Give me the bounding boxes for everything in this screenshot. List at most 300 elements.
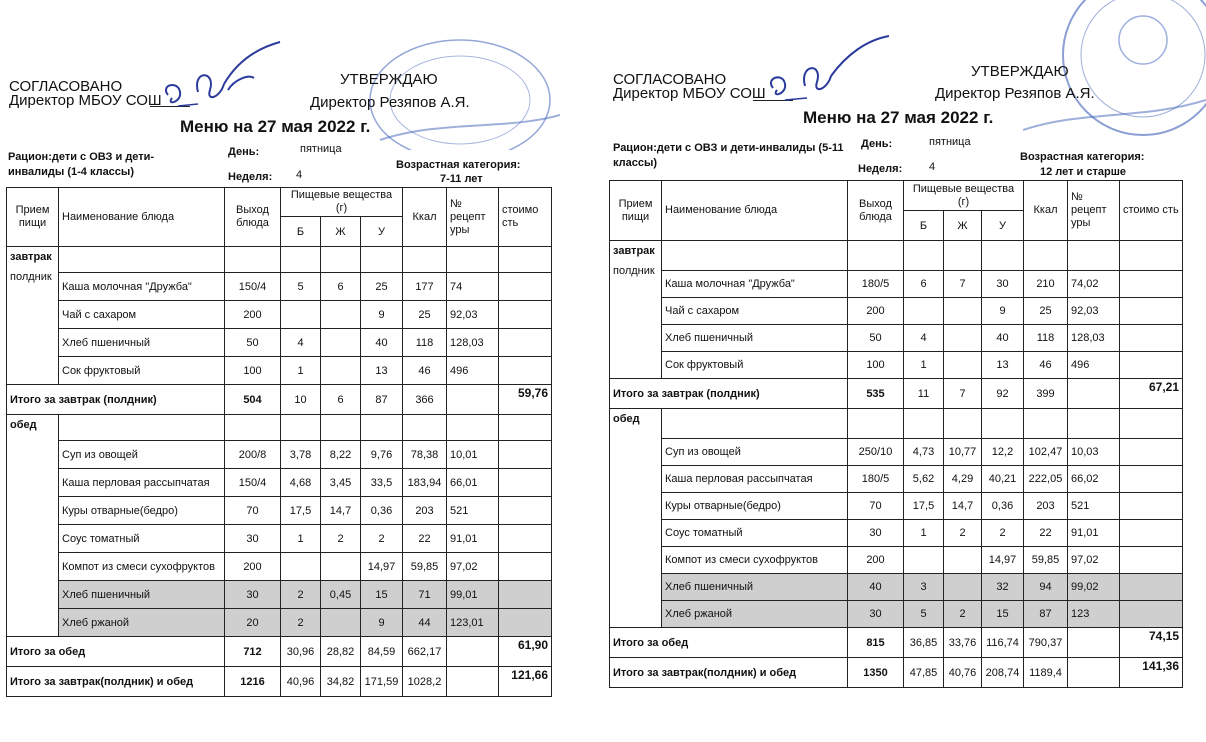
grand-total-fat: 34,82	[321, 667, 361, 697]
dish-kcal: 46	[403, 357, 447, 385]
empty-cell	[447, 247, 499, 273]
dish-carbs: 0,36	[361, 497, 403, 525]
dish-protein: 2	[281, 609, 321, 637]
dish-recipe: 74,02	[1068, 271, 1120, 298]
dish-kcal: 46	[1024, 352, 1068, 379]
menu-table-left	[6, 187, 552, 697]
header-dish: Наименование блюда	[59, 188, 225, 247]
dish-fat: 8,22	[321, 441, 361, 469]
table-row	[610, 520, 1183, 547]
header-nutrients: Пищевые вещества (г)	[281, 188, 403, 217]
dish-cost	[499, 525, 552, 553]
dish-name: Сок фруктовый	[662, 352, 848, 379]
dish-yield: 100	[225, 357, 281, 385]
grand-total-fat: 40,76	[944, 658, 982, 688]
dish-protein	[281, 301, 321, 329]
dish-recipe: 66,01	[447, 469, 499, 497]
table-row	[7, 301, 552, 329]
dish-kcal: 118	[1024, 325, 1068, 352]
dish-kcal: 102,47	[1024, 439, 1068, 466]
dish-fat	[321, 329, 361, 357]
dish-kcal: 118	[403, 329, 447, 357]
dish-name: Компот из смеси сухофруктов	[59, 553, 225, 581]
dish-recipe: 99,02	[1068, 574, 1120, 601]
table-row	[610, 574, 1183, 601]
breakfast-total-fat: 6	[321, 385, 361, 415]
dish-protein: 4,68	[281, 469, 321, 497]
dish-name: Хлеб пшеничный	[662, 574, 848, 601]
empty-cell	[403, 415, 447, 441]
empty-cell	[403, 247, 447, 273]
age-value: 7-11 лет	[440, 173, 483, 185]
header-fat: Ж	[944, 211, 982, 241]
empty-cell	[982, 409, 1024, 439]
empty-cell	[281, 415, 321, 441]
dish-cost	[499, 581, 552, 609]
table-row	[610, 439, 1183, 466]
director-school-line: Директор МБОУ СОШ	[9, 92, 162, 109]
dish-name: Соус томатный	[662, 520, 848, 547]
grand-total-label: Итого за завтрак(полдник) и обед	[610, 658, 848, 688]
empty-cell	[1120, 241, 1183, 271]
lunch-total-fat: 33,76	[944, 628, 982, 658]
director-signature	[158, 40, 288, 120]
dish-protein	[904, 547, 944, 574]
dish-recipe: 97,02	[1068, 547, 1120, 574]
dish-fat: 0,45	[321, 581, 361, 609]
dish-carbs: 14,97	[361, 553, 403, 581]
dish-cost	[499, 609, 552, 637]
empty-cell	[1024, 409, 1068, 439]
dish-fat	[944, 298, 982, 325]
dish-carbs: 9	[982, 298, 1024, 325]
header-cost: стоимо сть	[1120, 181, 1183, 241]
header-kcal: Ккал	[403, 188, 447, 247]
table-row	[7, 497, 552, 525]
dish-protein: 5	[281, 273, 321, 301]
dish-recipe: 99,01	[447, 581, 499, 609]
dish-kcal: 222,05	[1024, 466, 1068, 493]
dish-protein	[904, 298, 944, 325]
empty-cell	[225, 415, 281, 441]
table-row	[7, 581, 552, 609]
table-row	[7, 357, 552, 385]
day-label: День:	[861, 138, 893, 150]
dish-carbs: 14,97	[982, 547, 1024, 574]
table-row	[7, 525, 552, 553]
dish-cost	[1120, 352, 1183, 379]
dish-kcal: 44	[403, 609, 447, 637]
dish-protein: 1	[904, 352, 944, 379]
dish-recipe: 92,03	[447, 301, 499, 329]
dish-carbs: 9,76	[361, 441, 403, 469]
lunch-total-fat: 28,82	[321, 637, 361, 667]
dish-fat: 2	[944, 520, 982, 547]
breakfast-total-carbs: 87	[361, 385, 403, 415]
empty-cell	[944, 409, 982, 439]
dish-fat: 3,45	[321, 469, 361, 497]
confirm-label: УТВЕРЖДАЮ	[340, 71, 438, 88]
dish-name: Соус томатный	[59, 525, 225, 553]
lunch-total-cost: 61,90	[499, 637, 552, 667]
header-kcal: Ккал	[1024, 181, 1068, 241]
dish-name: Суп из овощей	[662, 439, 848, 466]
dish-yield: 50	[225, 329, 281, 357]
empty-cell	[1024, 241, 1068, 271]
dish-cost	[1120, 601, 1183, 628]
official-stamp	[360, 30, 560, 150]
table-row	[7, 273, 552, 301]
dish-name: Каша молочная "Дружба"	[59, 273, 225, 301]
dish-yield: 70	[225, 497, 281, 525]
dish-carbs: 12,2	[982, 439, 1024, 466]
ration-text: Рацион:дети с ОВЗ и дети-инвалиды (5-11 классы)	[613, 142, 844, 169]
empty-cell	[447, 385, 499, 415]
dish-protein: 1	[281, 525, 321, 553]
lunch-total-protein: 30,96	[281, 637, 321, 667]
dish-name: Хлеб пшеничный	[59, 581, 225, 609]
header-protein: Б	[904, 211, 944, 241]
dish-fat	[321, 609, 361, 637]
dish-name: Куры отварные(бедро)	[59, 497, 225, 525]
dish-recipe: 91,01	[1068, 520, 1120, 547]
dish-cost	[1120, 298, 1183, 325]
table-row	[7, 609, 552, 637]
empty-cell	[281, 247, 321, 273]
header-protein: Б	[281, 217, 321, 247]
table-row	[610, 547, 1183, 574]
dish-fat	[944, 352, 982, 379]
section-lunch: обед	[610, 409, 662, 628]
dish-cost	[499, 273, 552, 301]
dish-yield: 30	[225, 581, 281, 609]
empty-cell	[1120, 409, 1183, 439]
dish-protein: 17,5	[904, 493, 944, 520]
dish-recipe: 10,01	[447, 441, 499, 469]
dish-kcal: 59,85	[403, 553, 447, 581]
dish-yield: 200	[848, 298, 904, 325]
table-row	[7, 441, 552, 469]
dish-cost	[499, 469, 552, 497]
breakfast-total-carbs: 92	[982, 379, 1024, 409]
dish-name: Чай с сахаром	[59, 301, 225, 329]
breakfast-total-fat: 7	[944, 379, 982, 409]
dish-fat	[321, 301, 361, 329]
empty-cell	[59, 247, 225, 273]
dish-carbs: 2	[982, 520, 1024, 547]
breakfast-total-yield: 504	[225, 385, 281, 415]
age-value: 12 лет и старше	[1040, 166, 1126, 178]
dish-kcal: 71	[403, 581, 447, 609]
empty-cell	[848, 409, 904, 439]
dish-recipe: 496	[1068, 352, 1120, 379]
dish-protein: 1	[281, 357, 321, 385]
ration-text: Рацион:дети с ОВЗ и дети-инвалиды (1-4 классы)	[8, 151, 155, 178]
section-lunch: обед	[7, 415, 59, 637]
breakfast-label: завтрак	[10, 251, 52, 263]
confirm-director: Директор Резяпов А.Я.	[935, 85, 1095, 102]
empty-cell	[662, 241, 848, 271]
dish-fat: 2	[944, 601, 982, 628]
dish-carbs: 9	[361, 301, 403, 329]
dish-carbs: 13	[361, 357, 403, 385]
week-label: Неделя:	[228, 171, 273, 183]
director-signature	[763, 30, 893, 110]
dish-name: Каша перловая рассыпчатая	[59, 469, 225, 497]
dish-yield: 30	[848, 520, 904, 547]
dish-cost	[499, 357, 552, 385]
dish-recipe: 123,01	[447, 609, 499, 637]
dish-cost	[499, 441, 552, 469]
dish-protein: 6	[904, 271, 944, 298]
breakfast-total-label: Итого за завтрак (полдник)	[7, 385, 225, 415]
header-fat: Ж	[321, 217, 361, 247]
dish-fat: 14,7	[944, 493, 982, 520]
dish-yield: 50	[848, 325, 904, 352]
section-breakfast	[7, 247, 59, 385]
empty-cell	[59, 415, 225, 441]
dish-cost	[1120, 439, 1183, 466]
dish-protein: 4,73	[904, 439, 944, 466]
dish-protein: 3,78	[281, 441, 321, 469]
dish-recipe: 128,03	[447, 329, 499, 357]
dish-yield: 70	[848, 493, 904, 520]
confirm-director: Директор Резяпов А.Я.	[310, 94, 470, 111]
lunch-total-yield: 712	[225, 637, 281, 667]
dish-yield: 200/8	[225, 441, 281, 469]
dish-recipe: 10,03	[1068, 439, 1120, 466]
dish-protein: 5,62	[904, 466, 944, 493]
dish-name: Суп из овощей	[59, 441, 225, 469]
dish-cost	[1120, 574, 1183, 601]
dish-kcal: 94	[1024, 574, 1068, 601]
dish-recipe: 91,01	[447, 525, 499, 553]
empty-cell	[848, 241, 904, 271]
header-meal: Прием пищи	[7, 188, 59, 247]
dish-recipe: 128,03	[1068, 325, 1120, 352]
grand-total-protein: 40,96	[281, 667, 321, 697]
dish-fat: 4,29	[944, 466, 982, 493]
empty-cell	[1068, 658, 1120, 688]
dish-fat	[321, 553, 361, 581]
dish-recipe: 123	[1068, 601, 1120, 628]
dish-kcal: 210	[1024, 271, 1068, 298]
breakfast-label: завтрак	[613, 245, 655, 257]
dish-carbs: 40	[982, 325, 1024, 352]
week-label: Неделя:	[858, 163, 903, 175]
grand-total-yield: 1350	[848, 658, 904, 688]
grand-total-yield: 1216	[225, 667, 281, 697]
header-cost: стоимо сть	[499, 188, 552, 247]
breakfast-total-cost: 59,76	[499, 385, 552, 415]
menu-title: Меню на 27 мая 2022 г.	[180, 117, 371, 136]
dish-kcal: 22	[403, 525, 447, 553]
lunch-total-carbs: 84,59	[361, 637, 403, 667]
empty-cell	[982, 241, 1024, 271]
empty-cell	[499, 415, 552, 441]
dish-cost	[1120, 493, 1183, 520]
dish-fat	[944, 547, 982, 574]
empty-cell	[361, 415, 403, 441]
age-label: Возрастная категория:	[396, 159, 521, 171]
dish-kcal: 59,85	[1024, 547, 1068, 574]
dish-cost	[1120, 325, 1183, 352]
dish-cost	[1120, 466, 1183, 493]
header-carbs: У	[361, 217, 403, 247]
empty-cell	[499, 247, 552, 273]
table-row	[610, 325, 1183, 352]
dish-yield: 30	[848, 601, 904, 628]
dish-name: Чай с сахаром	[662, 298, 848, 325]
director-school-line: Директор МБОУ СОШ	[613, 85, 766, 102]
empty-cell	[904, 241, 944, 271]
table-row	[610, 466, 1183, 493]
dish-protein: 17,5	[281, 497, 321, 525]
grand-total-kcal: 1189,4	[1024, 658, 1068, 688]
dish-kcal: 203	[403, 497, 447, 525]
dish-cost	[499, 329, 552, 357]
lunch-total-kcal: 790,37	[1024, 628, 1068, 658]
header-recipe: № рецепт уры	[447, 188, 499, 247]
approved-label: СОГЛАСОВАНО	[9, 78, 123, 95]
dish-fat: 14,7	[321, 497, 361, 525]
dish-yield: 20	[225, 609, 281, 637]
dish-protein: 4	[904, 325, 944, 352]
day-value: пятница	[929, 136, 971, 148]
dish-kcal: 78,38	[403, 441, 447, 469]
lunch-total-yield: 815	[848, 628, 904, 658]
dish-cost	[1120, 520, 1183, 547]
dish-kcal: 87	[1024, 601, 1068, 628]
dish-yield: 100	[848, 352, 904, 379]
header-dish: Наименование блюда	[662, 181, 848, 241]
dish-yield: 200	[848, 547, 904, 574]
header-meal: Прием пищи	[610, 181, 662, 241]
grand-total-protein: 47,85	[904, 658, 944, 688]
dish-name: Куры отварные(бедро)	[662, 493, 848, 520]
empty-cell	[1068, 379, 1120, 409]
dish-recipe: 92,03	[1068, 298, 1120, 325]
empty-cell	[1068, 628, 1120, 658]
lunch-total-label: Итого за обед	[7, 637, 225, 667]
breakfast-total-cost: 67,21	[1120, 379, 1183, 409]
empty-cell	[1068, 241, 1120, 271]
dish-fat: 7	[944, 271, 982, 298]
dish-protein: 1	[904, 520, 944, 547]
dish-recipe: 74	[447, 273, 499, 301]
dish-carbs: 0,36	[982, 493, 1024, 520]
dish-protein: 4	[281, 329, 321, 357]
dish-cost	[1120, 271, 1183, 298]
empty-cell	[447, 415, 499, 441]
grand-total-carbs: 171,59	[361, 667, 403, 697]
dish-yield: 180/5	[848, 466, 904, 493]
empty-cell	[225, 247, 281, 273]
dish-name: Хлеб пшеничный	[59, 329, 225, 357]
dish-kcal: 25	[403, 301, 447, 329]
menu-title: Меню на 27 мая 2022 г.	[803, 108, 994, 127]
dish-kcal: 203	[1024, 493, 1068, 520]
dish-carbs: 15	[361, 581, 403, 609]
dish-carbs: 2	[361, 525, 403, 553]
dish-fat: 10,77	[944, 439, 982, 466]
dish-protein: 3	[904, 574, 944, 601]
week-value: 4	[296, 169, 303, 181]
empty-cell	[944, 241, 982, 271]
dish-name: Сок фруктовый	[59, 357, 225, 385]
day-label: День:	[228, 146, 260, 158]
menu-table-right	[609, 180, 1183, 688]
table-row	[7, 469, 552, 497]
dish-protein	[281, 553, 321, 581]
empty-cell	[662, 409, 848, 439]
dish-yield: 200	[225, 301, 281, 329]
grand-total-kcal: 1028,2	[403, 667, 447, 697]
table-row	[7, 329, 552, 357]
dish-fat	[321, 357, 361, 385]
dish-name: Хлеб ржаной	[59, 609, 225, 637]
empty-cell	[321, 247, 361, 273]
dish-fat: 2	[321, 525, 361, 553]
dish-name: Компот из смеси сухофруктов	[662, 547, 848, 574]
dish-recipe: 97,02	[447, 553, 499, 581]
dish-recipe: 66,02	[1068, 466, 1120, 493]
header-yield: Выход блюда	[848, 181, 904, 241]
breakfast-total-label: Итого за завтрак (полдник)	[610, 379, 848, 409]
day-value: пятница	[300, 143, 342, 155]
dish-protein: 2	[281, 581, 321, 609]
dish-carbs: 32	[982, 574, 1024, 601]
age-label: Возрастная категория:	[1020, 151, 1145, 163]
dish-recipe: 521	[1068, 493, 1120, 520]
menu-sheet-right	[603, 0, 1206, 742]
table-row	[610, 601, 1183, 628]
dish-kcal: 183,94	[403, 469, 447, 497]
dish-carbs: 30	[982, 271, 1024, 298]
header-yield: Выход блюда	[225, 188, 281, 247]
dish-protein: 5	[904, 601, 944, 628]
table-row	[7, 553, 552, 581]
empty-cell	[1068, 409, 1120, 439]
dish-name: Каша перловая рассыпчатая	[662, 466, 848, 493]
dish-fat: 6	[321, 273, 361, 301]
table-row	[610, 352, 1183, 379]
dish-kcal: 25	[1024, 298, 1068, 325]
grand-total-label: Итого за завтрак(полдник) и обед	[7, 667, 225, 697]
dish-carbs: 25	[361, 273, 403, 301]
grand-total-carbs: 208,74	[982, 658, 1024, 688]
grand-total-cost: 121,66	[499, 667, 552, 697]
breakfast-total-yield: 535	[848, 379, 904, 409]
dish-carbs: 40,21	[982, 466, 1024, 493]
dish-carbs: 33,5	[361, 469, 403, 497]
lunch-total-protein: 36,85	[904, 628, 944, 658]
dish-kcal: 177	[403, 273, 447, 301]
lunch-total-cost: 74,15	[1120, 628, 1183, 658]
breakfast-total-protein: 11	[904, 379, 944, 409]
dish-recipe: 521	[447, 497, 499, 525]
dish-cost	[499, 301, 552, 329]
lunch-total-kcal: 662,17	[403, 637, 447, 667]
empty-cell	[361, 247, 403, 273]
confirm-label: УТВЕРЖДАЮ	[971, 63, 1069, 80]
dish-yield: 30	[225, 525, 281, 553]
empty-cell	[447, 667, 499, 697]
breakfast-total-protein: 10	[281, 385, 321, 415]
dish-carbs: 40	[361, 329, 403, 357]
breakfast-total-kcal: 399	[1024, 379, 1068, 409]
empty-cell	[321, 415, 361, 441]
